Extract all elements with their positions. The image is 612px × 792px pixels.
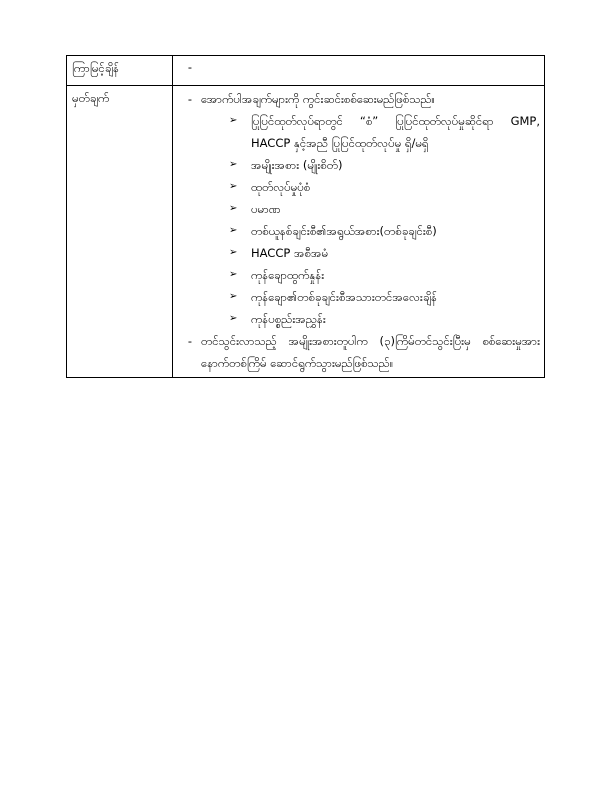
list-item-text: ကုန်ချောထွက်နှုန်း — [251, 268, 325, 282]
list-item — [173, 264, 540, 286]
arrow-bullet-icon: ➢ — [229, 269, 238, 280]
duration-value-cell — [173, 56, 545, 86]
arrow-bullet-icon: ➢ — [229, 115, 238, 126]
list-item-text: ကုန်ပစ္စည်းအညွှန်း — [251, 312, 326, 326]
remarks-content-cell — [173, 86, 545, 378]
duration-row — [67, 56, 545, 86]
checklist — [173, 110, 540, 330]
closing-dash: - — [187, 334, 193, 348]
document-table — [66, 55, 545, 378]
remarks-label: မှတ်ချက် — [67, 86, 173, 378]
list-item-text: တစ်ယူနစ်ချင်းစီ၏အရွယ်အစား(တစ်ခုချင်းစီ) — [251, 224, 437, 238]
arrow-bullet-icon: ➢ — [229, 181, 238, 192]
list-item — [173, 242, 540, 264]
list-item-text: အမျိုးအစား (မျိုးစိတ်) — [251, 158, 343, 172]
list-item — [173, 286, 540, 308]
arrow-bullet-icon: ➢ — [229, 225, 238, 236]
list-item — [173, 110, 540, 154]
list-item — [173, 198, 540, 220]
list-item-text: ပြုပြင်ထုတ်လုပ်ရာတွင် “စံ” ပြုပြင်ထုတ်လုပ်မှုဆိုင်ရာ GMP, HACCP နှင့်အညီ ပြုပြင်ထုတ်လုပ်မှု ရှိ/မရှိ — [251, 114, 540, 150]
list-item — [173, 154, 540, 176]
duration-dash: - — [187, 60, 193, 74]
list-item — [173, 176, 540, 198]
arrow-bullet-icon: ➢ — [229, 313, 238, 324]
list-item-text: ကုန်ချော၏တစ်ခုချင်းစီအသားတင်အလေးချိန် — [251, 290, 438, 304]
arrow-bullet-icon: ➢ — [229, 159, 238, 170]
arrow-bullet-icon: ➢ — [229, 291, 238, 302]
arrow-bullet-icon: ➢ — [229, 247, 238, 258]
list-item-text: ပမာဏ — [251, 202, 281, 216]
arrow-bullet-icon: ➢ — [229, 203, 238, 214]
list-item-text: ထုတ်လုပ်မှုပုံစံ — [251, 180, 311, 194]
remarks-row — [67, 86, 545, 378]
list-item — [173, 308, 540, 330]
intro-dash: - — [187, 92, 193, 106]
remarks-intro: အောက်ပါအချက်များကို ကွင်းဆင်းစစ်ဆေးမည်ဖြစ်သည်။ — [201, 92, 436, 106]
duration-label: ကြာမြင့်ချိန် — [67, 56, 173, 86]
list-item-text: HACCP အစီအမံ — [251, 246, 329, 260]
list-item — [173, 220, 540, 242]
remarks-closing: တင်သွင်းလာသည့် အမျိုးအစားတူပါက (၃)ကြိမ်တင်သွင်းပြီးမှ စစ်ဆေးမှုအား နောက်တစ်ကြိမ် ဆောင်ရွက်သွားမည်ဖြစ်သည်။ — [201, 334, 540, 370]
